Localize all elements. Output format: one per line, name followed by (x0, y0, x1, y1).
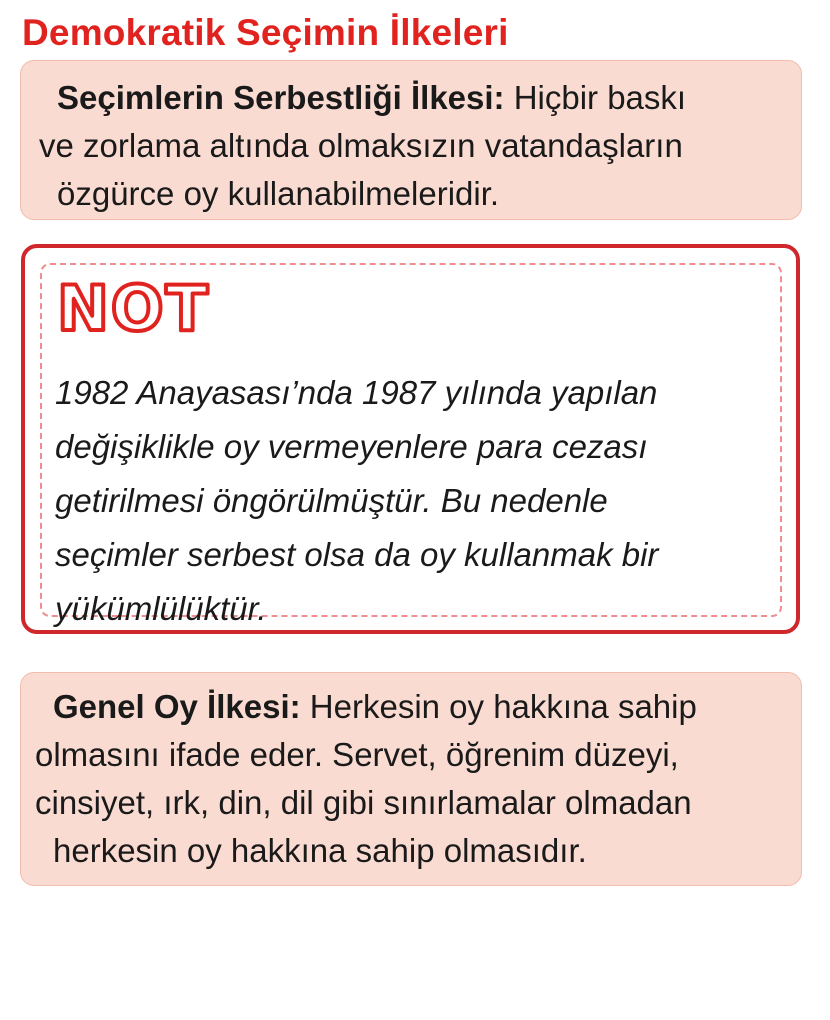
principle-heading: Seçimlerin Serbestliği İlkesi: (57, 79, 505, 116)
principle-line: ve zorlama altında olmaksızın vatandaşların (39, 127, 683, 164)
principle-line: olmasını ifade eder. Servet, öğrenim düzeyi, (35, 736, 679, 773)
note-label-text: NOT (57, 272, 210, 344)
principle-box-general-vote (20, 672, 802, 886)
note-line: değişiklikle oy vermeyenlere para cezası (55, 428, 648, 465)
page-title: Demokratik Seçimin İlkeleri (22, 12, 509, 53)
note-line: getirilmesi öngörülmüştür. Bu nedenle (55, 482, 608, 519)
principle-heading: Genel Oy İlkesi: (53, 688, 301, 725)
principle-line: herkesin oy hakkına sahip olmasıdır. (53, 832, 587, 869)
note-text (55, 366, 658, 636)
principle-line: özgürce oy kullanabilmeleridir. (57, 175, 500, 212)
note-box (21, 244, 800, 634)
principle-box-freedom (20, 60, 802, 220)
principle-text: Herkesin oy hakkına sahip (300, 688, 697, 725)
note-line: 1982 Anayasası’nda 1987 yılında yapılan (55, 374, 658, 411)
note-label (47, 264, 227, 344)
principle-line (39, 74, 781, 122)
principle-line (35, 683, 781, 731)
note-line: seçimler serbest olsa da oy kullanmak bir (55, 536, 659, 573)
note-label-graphic (47, 264, 227, 344)
note-line: yükümlülüktür. (55, 590, 267, 627)
principle-line: cinsiyet, ırk, din, dil gibi sınırlamalar olmadan (35, 784, 692, 821)
principle-text: Hiçbir baskı (504, 79, 687, 116)
